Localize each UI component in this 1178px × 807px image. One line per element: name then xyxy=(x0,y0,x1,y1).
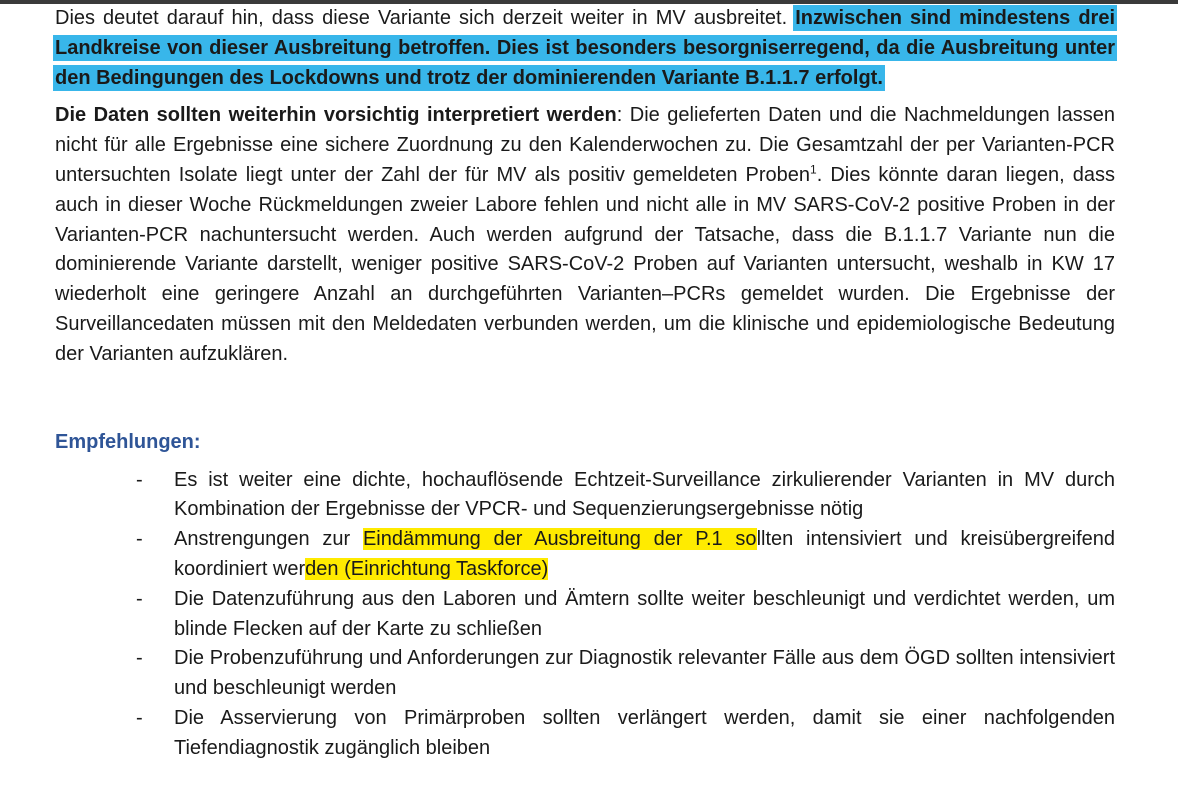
recommendations-list xyxy=(55,466,1115,764)
document-page xyxy=(55,4,1115,764)
list-item xyxy=(55,704,1115,764)
list-item xyxy=(55,466,1115,526)
yellow-highlighted-text: den (Einrichtung Taskforce) xyxy=(305,557,549,580)
yellow-highlighted-text: Eindämmung der Ausbreitung der P.1 so xyxy=(362,528,757,551)
paragraph-data-caution-text-1: : Die gelieferten Daten und die Nachmeldungen lassen nicht für alle Ergebnisse eine sichere Zuordnung zu den Kalenderwochen zu. Die Gesamtzahl der per Varianten-PCR untersuchten Isolate liegt unter der Zahl der für MV als positiv gemeldeten Proben xyxy=(55,104,1115,186)
list-bullet: - xyxy=(136,587,143,610)
list-item xyxy=(55,585,1115,645)
paragraph-data-caution xyxy=(55,101,1115,369)
list-item-text: Die Probenzuführung und Anforderungen zur Diagnostik relevanter Fälle aus dem ÖGD sollten intensiviert und beschleunigt werden xyxy=(174,647,1115,700)
list-item-text: Die Datenzuführung aus den Laboren und Ämtern sollte weiter beschleunigt und verdichtet werden, um blinde Flecken auf der Karte zu schließen xyxy=(174,587,1115,640)
list-bullet: - xyxy=(136,706,143,729)
paragraph-spread xyxy=(55,4,1115,93)
recommendations-heading: Empfehlungen: xyxy=(55,430,201,453)
paragraph-data-caution-text-2: . Dies könnte daran liegen, dass auch in dieser Woche Rückmeldungen zweier Labore fehlen und nicht alle in MV SARS-CoV-2 positive Proben in der Varianten-PCR nachuntersucht werden. Auch werden aufgrund der Tatsache, dass die B.1.1.7 Variante nun die dominierende Variante darstellt, weniger positive SARS-CoV-2 Proben auf Varianten untersucht, weshalb in KW 17 wiederholt eine geringere Anzahl an durchgeführten Varianten–PCRs gemeldet wurden. Die Ergebnisse der Surveillancedaten müssen mit den Meldedaten verbunden werden, um die klinische und epidemiologische Bedeutung der Varianten aufzuklären. xyxy=(55,163,1116,365)
list-bullet: - xyxy=(136,647,143,670)
list-item-text: Es ist weiter eine dichte, hochauflösende Echtzeit-Surveillance zirkulierender Varianten in MV durch Kombination der Ergebnisse der VPCR- und Sequenzierungsergebnisse nötig xyxy=(174,468,1115,521)
blue-highlighted-text: Inzwischen sind mindestens drei Landkreise von dieser Ausbreitung betroffen. Dies ist besonders besorgniserregend, da die Ausbreitung unter den Bedingungen des Lockdowns und trotz der dominierenden Variante B.1.1.7 erfolgt. xyxy=(55,7,1115,89)
list-item xyxy=(55,525,1115,585)
footnote-marker: 1 xyxy=(810,162,817,177)
list-bullet: - xyxy=(136,528,143,551)
list-item-text-before: Anstrengungen zur xyxy=(174,528,363,551)
list-item-text-middle: llten intensiviert und kreisübergreifend koordiniert wer xyxy=(174,528,1115,580)
list-item-text: Die Asservierung von Primärproben sollten verlängert werden, damit sie einer nachfolgenden Tiefendiagnostik zugänglich bleiben xyxy=(174,706,1115,759)
list-bullet: - xyxy=(136,468,143,491)
list-item xyxy=(55,644,1115,704)
paragraph-spread-text: Dies deutet darauf hin, dass diese Variante sich derzeit weiter in MV ausbreitet. xyxy=(55,7,796,29)
paragraph-lead-bold: Die Daten sollten weiterhin vorsichtig interpretiert werden xyxy=(55,104,617,127)
